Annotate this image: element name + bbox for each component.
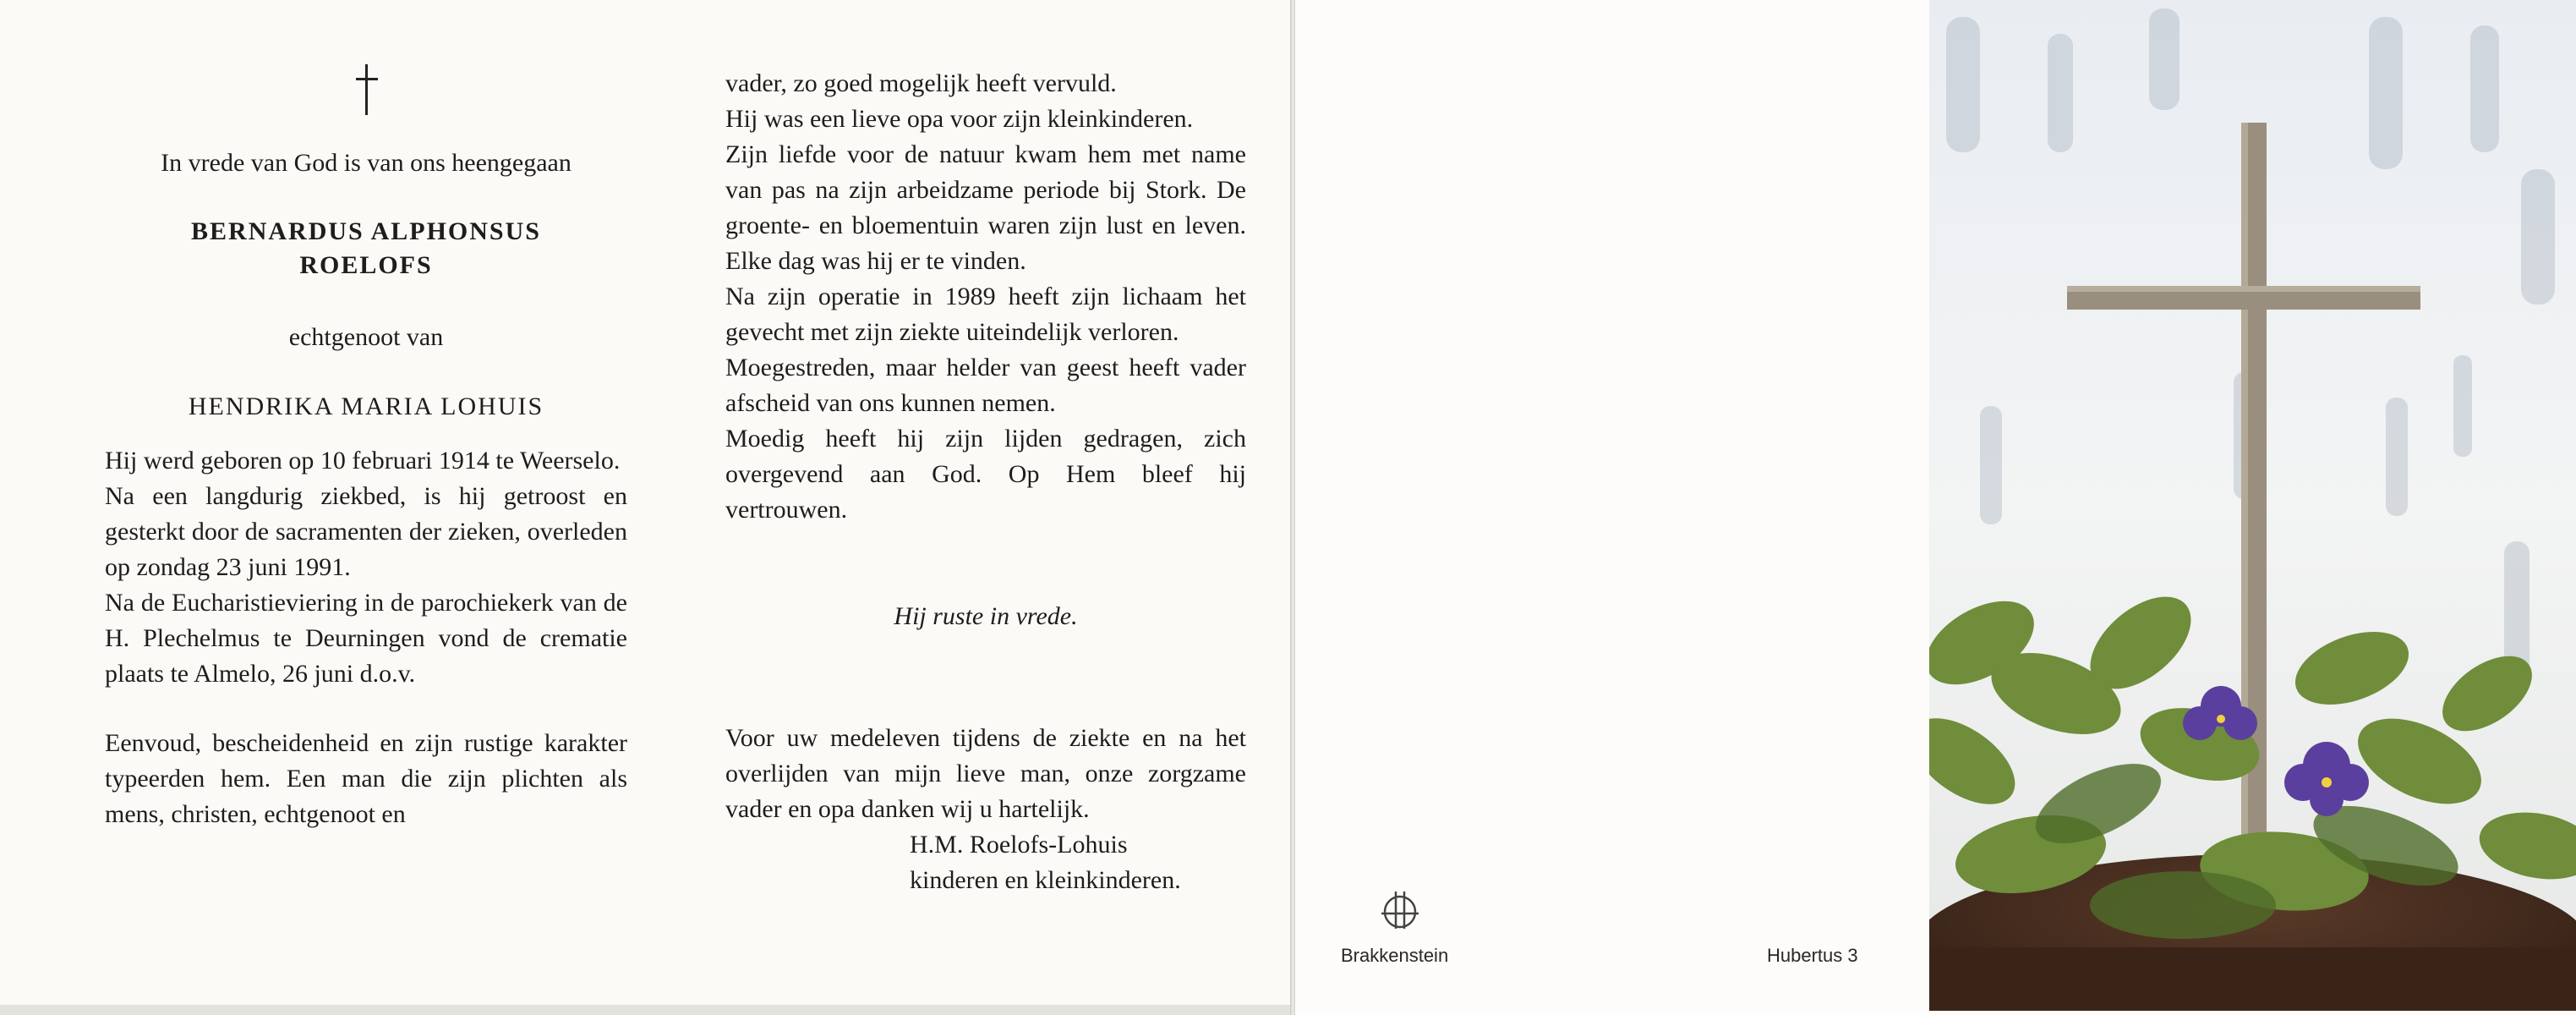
motto: Hij ruste in vrede.: [894, 602, 1078, 630]
right-column: [725, 66, 1246, 898]
faith-paragraph: Moedig heeft hij zijn lijden gedragen, zich overgevend aan God. Op Hem bleef hij vertrouwen.: [725, 425, 1246, 524]
character-paragraph: Eenvoud, bescheidenheid en zijn rustige karakter typeerden hem. Een man die zijn plichten als mens, christen, echtgenoot en: [105, 729, 627, 828]
cross-with-violets-photo: [1929, 0, 2576, 1011]
continuation-paragraph: vader, zo goed mogelijk heeft vervuld.: [725, 69, 1117, 97]
death-paragraph: Na een langdurig ziekbed, is hij getroost en gesterkt door de sacramenten der zieken, overleden op zondag 23 juni 1991.: [105, 482, 627, 581]
funeral-paragraph: Na de Eucharistieviering in de parochiekerk van de H. Plechelmus te Deurningen vond de crematie plaats te Almelo, 26 juni d.o.v.: [105, 589, 627, 688]
birth-paragraph: Hij werd geboren op 10 februari 1914 te Weerselo.: [105, 447, 621, 475]
publisher-label: Brakkenstein: [1341, 945, 1449, 966]
signature-name: H.M. Roelofs-Lohuis: [910, 831, 1128, 859]
spouse-name: HENDRIKA MARIA LOHUIS: [188, 392, 544, 420]
illness-paragraph: Na zijn operatie in 1989 heeft zijn lichaam het gevecht met zijn ziekte uiteindelijk verloren.: [725, 283, 1246, 346]
brakkenstein-logo-icon: [1376, 888, 1424, 935]
cross-icon: [349, 64, 383, 115]
inside-spread: [0, 0, 1290, 1005]
nature-paragraph: Zijn liefde voor de natuur kwam hem met name van pas na zijn arbeidzame periode bij Stork. De groente- en bloementuin waren zijn lust en leven. Elke dag was hij er te vinden.: [725, 140, 1246, 275]
relation-line: echtgenoot van: [288, 323, 444, 351]
farewell-paragraph: Moegestreden, maar helder van geest heeft vader afscheid van ons kunnen nemen.: [725, 354, 1246, 417]
thanks-paragraph: Voor uw medeleven tijdens de ziekte en na het overlijden van mijn lieve man, onze zorgzame vader en opa danken wij u hartelijk.: [725, 724, 1246, 823]
signature-family: kinderen en kleinkinderen.: [910, 866, 1181, 894]
series-label: Hubertus 3: [1767, 945, 1858, 966]
left-column: [105, 64, 627, 832]
intro-line: In vrede van God is van ons heengegaan: [161, 149, 572, 177]
deceased-name-last: ROELOFS: [299, 251, 433, 279]
deceased-name-first: BERNARDUS ALPHONSUS: [191, 217, 541, 245]
grandfather-paragraph: Hij was een lieve opa voor zijn kleinkinderen.: [725, 105, 1194, 133]
